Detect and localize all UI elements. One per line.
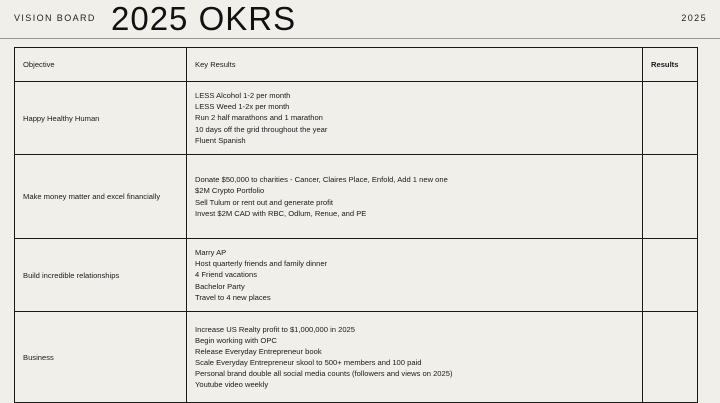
- key-results-cell: [187, 239, 643, 312]
- key-result-item: Sell Tulum or rent out and generate profit: [195, 197, 334, 207]
- key-result-item: Scale Everyday Entrepreneur skool to 500+ members and 100 paid: [195, 358, 422, 367]
- key-result-item: Bachelor Party: [195, 281, 245, 291]
- key-result-item: Donate $50,000 to charities - Cancer, Claires Place, Enfold, Add 1 new one: [195, 175, 448, 185]
- key-result-item: Run 2 half marathons and 1 marathon: [195, 113, 323, 123]
- key-result-item: LESS Weed 1-2x per month: [195, 102, 290, 112]
- key-result-item: Travel to 4 new places: [195, 292, 271, 302]
- key-result-item: Release Everyday Entrepreneur book: [195, 346, 322, 356]
- table-row: [15, 155, 698, 239]
- page-title: 2025 OKRS: [111, 0, 297, 37]
- key-result-item: $2M Crypto Portfolio: [195, 186, 265, 196]
- key-result-item: 4 Friend vacations: [195, 270, 258, 280]
- results-cell[interactable]: [643, 82, 698, 155]
- column-header-results: Results: [643, 48, 698, 82]
- table-header-row: [15, 48, 698, 82]
- results-cell[interactable]: [643, 239, 698, 312]
- objective-cell: Make money matter and excel financially: [15, 155, 187, 239]
- key-result-item: Personal brand double all social media counts (followers and views on 2025): [195, 369, 453, 379]
- key-result-item: Begin working with OPC: [195, 335, 277, 345]
- objective-cell: Business: [15, 312, 187, 403]
- table-row: [15, 82, 698, 155]
- objective-cell: Build incredible relationships: [15, 239, 187, 312]
- key-results-cell: [187, 82, 643, 155]
- key-result-item: LESS Alcohol 1-2 per month: [195, 91, 291, 101]
- key-result-item: Invest $2M CAD with RBC, Odlum, Renue, and PE: [195, 208, 367, 218]
- key-result-item: 10 days off the grid throughout the year: [195, 124, 328, 134]
- vision-board-label: VISION BOARD: [14, 13, 96, 23]
- column-header-key-results: Key Results: [187, 48, 643, 82]
- key-results-cell: [187, 312, 643, 403]
- year-label: 2025: [681, 13, 707, 23]
- header-divider: [0, 38, 720, 39]
- column-header-objective: Objective: [15, 48, 187, 82]
- objective-cell: Happy Healthy Human: [15, 82, 187, 155]
- key-results-cell: [187, 155, 643, 239]
- table-row: [15, 312, 698, 403]
- table-row: [15, 239, 698, 312]
- results-cell[interactable]: [643, 312, 698, 403]
- okr-table: [14, 47, 698, 403]
- key-result-item: Host quarterly friends and family dinner: [195, 259, 328, 269]
- key-result-item: Fluent Spanish: [195, 135, 246, 145]
- key-result-item: Youtube video weekly: [195, 380, 269, 390]
- key-result-item: Increase US Realty profit to $1,000,000 in 2025: [195, 324, 355, 334]
- key-result-item: Marry AP: [195, 248, 227, 258]
- results-cell[interactable]: [643, 155, 698, 239]
